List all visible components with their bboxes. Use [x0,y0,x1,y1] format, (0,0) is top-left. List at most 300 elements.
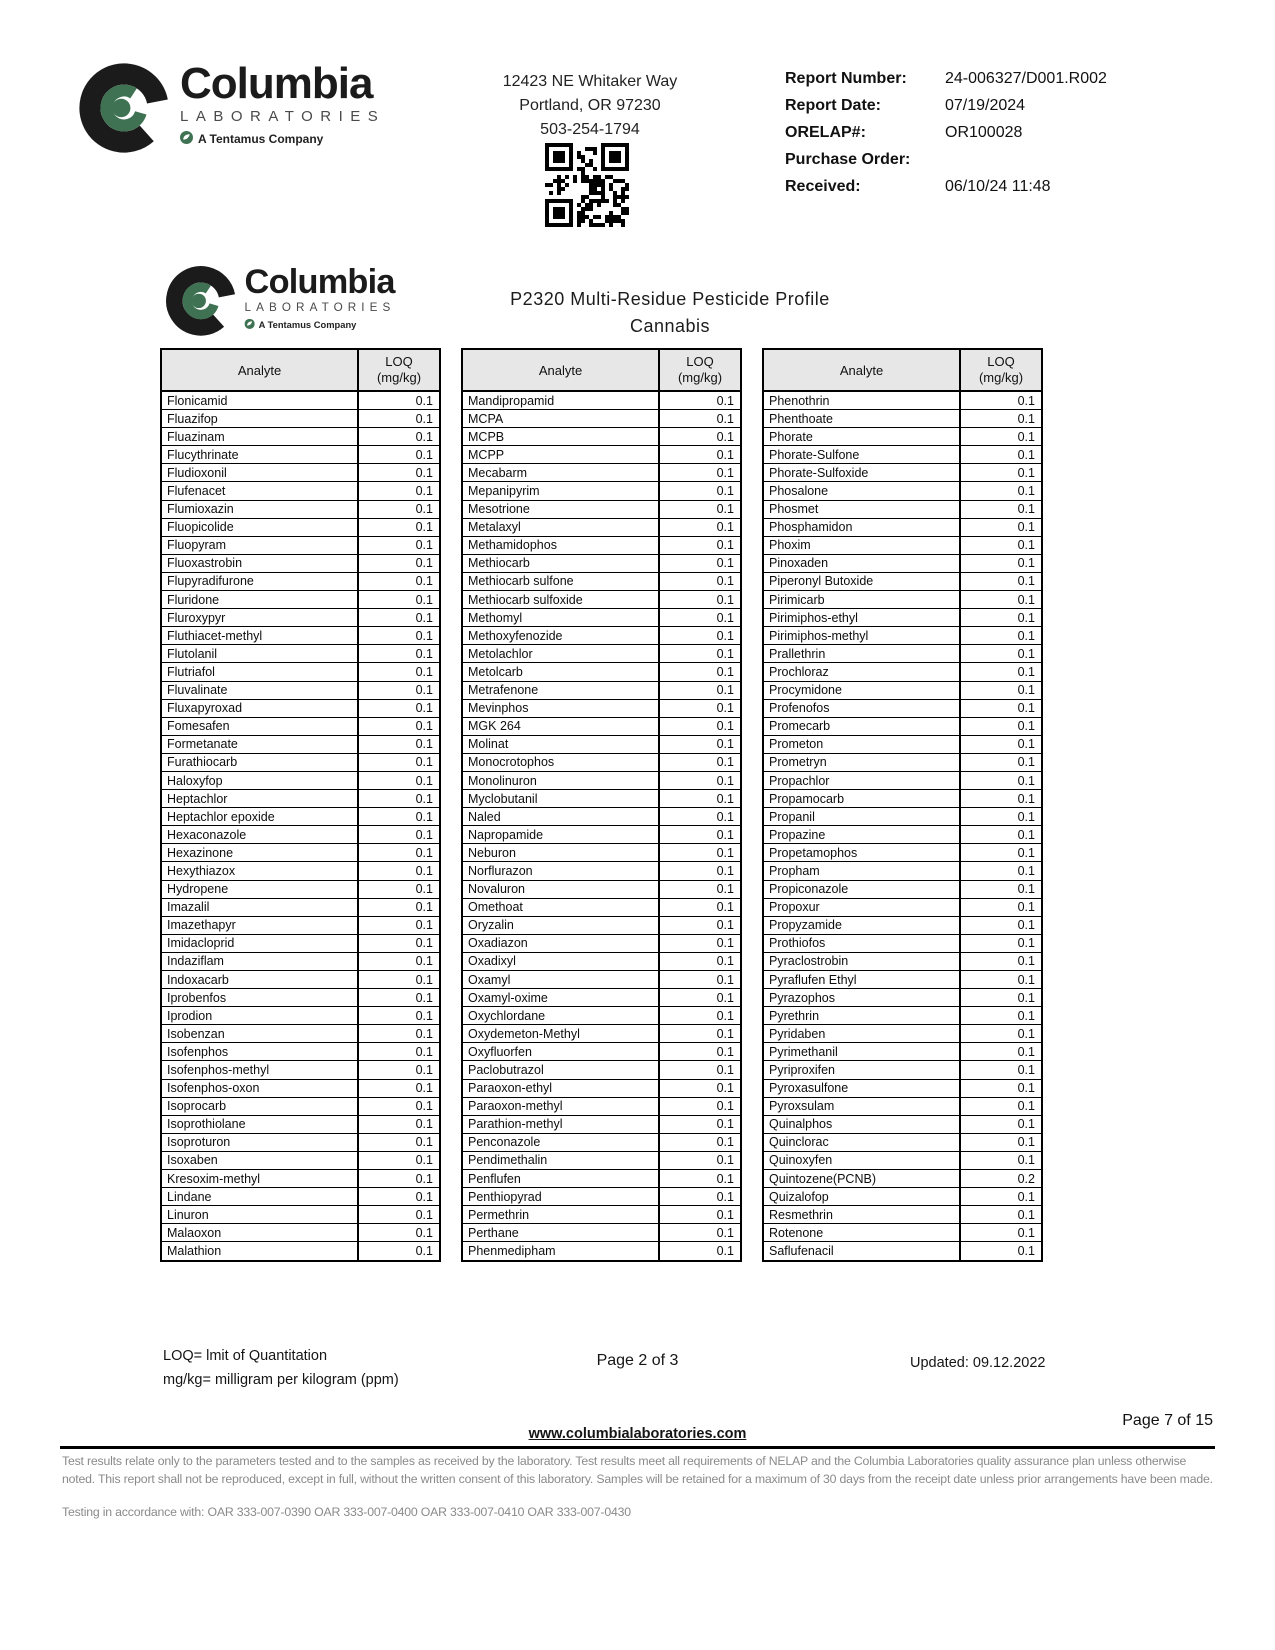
columbia-logo-icon [78,62,170,159]
loq-cell: 0.1 [415,863,433,878]
loq-cell: 0.1 [1017,592,1035,607]
loq-cell: 0.1 [716,954,734,969]
field-label: Report Date: [785,97,882,114]
table-row [764,1025,1041,1043]
analyte-cell: Flutriafol [162,663,359,680]
analyte-cell: Napropamide [463,826,660,843]
loq-cell: 0.1 [1017,610,1035,625]
analyte-cell: Propiconazole [764,881,961,898]
table-row [764,1188,1041,1206]
table-row [162,446,439,464]
loq-cell: 0.1 [415,755,433,770]
analyte-cell: Omethoat [463,899,660,916]
loq-cell: 0.1 [415,502,433,517]
table-row [162,1206,439,1224]
loq-cell: 0.1 [415,1099,433,1114]
brand-sub: LABORATORIES [180,108,386,125]
table-row [463,881,740,899]
loq-header-line1: LOQ [385,354,413,370]
analyte-cell: Quintozene(PCNB) [764,1170,961,1187]
analyte-cell: Methomyl [463,609,660,626]
field-label: ORELAP#: [785,124,866,141]
analyte-cell: Quinclorac [764,1134,961,1151]
analyte-cell: Flumioxazin [162,501,359,518]
loq-cell: 0.1 [415,1153,433,1168]
loq-cell: 0.1 [716,773,734,788]
table-row [162,501,439,519]
table-row [463,501,740,519]
loq-cell: 0.1 [1017,1026,1035,1041]
loq-cell: 0.1 [1017,411,1035,426]
loq-cell: 0.1 [415,520,433,535]
brand-tagline: A Tentamus Company [258,319,357,331]
analyte-cell: Parathion-methyl [463,1116,660,1133]
analyte-cell: Methoxyfenozide [463,627,660,644]
table-header [764,350,1041,392]
analyte-cell: Pirimiphos-methyl [764,627,961,644]
analyte-cell: Metalaxyl [463,519,660,536]
table-row [764,555,1041,573]
loq-cell: 0.1 [1017,954,1035,969]
table-row [463,772,740,790]
table-row [463,1170,740,1188]
table-row [162,682,439,700]
pesticide-table-2 [461,348,742,1262]
analyte-cell: Mecabarm [463,464,660,481]
table-row [764,953,1041,971]
updated-date: Updated: 09.12.2022 [910,1355,1046,1371]
loq-cell: 0.1 [415,719,433,734]
loq-header-line2: (mg/kg) [677,370,723,385]
loq-cell: 0.1 [415,900,433,915]
report-field [785,124,1107,142]
field-value: 24-006327/D001.R002 [945,70,1107,87]
loq-cell: 0.1 [716,737,734,752]
loq-cell: 0.1 [1017,773,1035,788]
table-row [463,446,740,464]
loq-cell: 0.1 [716,574,734,589]
table-row [463,1080,740,1098]
analyte-cell: Pinoxaden [764,555,961,572]
table-row [162,1061,439,1079]
loq-cell: 0.1 [716,411,734,426]
table-row [162,989,439,1007]
loq-cell: 0.1 [415,393,433,408]
table-row [162,645,439,663]
table-row [463,1224,740,1242]
analyte-cell: Malaoxon [162,1224,359,1241]
table-row [463,573,740,591]
table-row [162,953,439,971]
table-row [764,917,1041,935]
table-row [764,609,1041,627]
table-row [764,682,1041,700]
loq-cell: 0.1 [716,447,734,462]
loq-cell: 0.1 [415,1026,433,1041]
analyte-cell: Oxamyl-oxime [463,989,660,1006]
analyte-header: Analyte [463,350,660,390]
loq-cell: 0.1 [1017,1153,1035,1168]
analyte-cell: Fluvalinate [162,682,359,699]
table-row [764,1134,1041,1152]
loq-note: LOQ= lmit of Quantitation [163,1348,328,1364]
table-row [162,808,439,826]
analyte-cell: Propetamophos [764,844,961,861]
loq-cell: 0.1 [716,610,734,625]
loq-cell: 0.1 [415,1135,433,1150]
table-row [162,917,439,935]
analyte-cell: Flutolanil [162,645,359,662]
analyte-cell: Fluopyram [162,537,359,554]
analyte-cell: Methiocarb [463,555,660,572]
loq-cell: 0.2 [1017,1171,1035,1186]
table-row [764,1098,1041,1116]
loq-cell: 0.1 [716,502,734,517]
address-line: Portland, OR 97230 [519,97,661,114]
table-row [162,1043,439,1061]
address-line: 12423 NE Whitaker Way [502,73,678,90]
table-row [463,591,740,609]
analyte-cell: Hexythiazox [162,862,359,879]
analyte-cell: Phorate [764,428,961,445]
table-row [162,700,439,718]
field-label: Purchase Order: [785,151,911,168]
table-row [764,718,1041,736]
table-row [764,1116,1041,1134]
table-row [463,790,740,808]
analyte-cell: Flonicamid [162,392,359,409]
table-row [764,808,1041,826]
analyte-cell: MGK 264 [463,718,660,735]
table-row [162,1152,439,1170]
table-row [764,700,1041,718]
page-number-right: Page 7 of 15 [1122,1412,1213,1429]
table-row [764,971,1041,989]
table-row [162,428,439,446]
loq-cell: 0.1 [716,791,734,806]
table-row [162,736,439,754]
loq-cell: 0.1 [1017,827,1035,842]
table-row [764,1206,1041,1224]
analyte-cell: Flufenacet [162,482,359,499]
table-row [764,428,1041,446]
loq-cell: 0.1 [716,683,734,698]
analyte-cell: Imazalil [162,899,359,916]
analyte-cell: Metrafenone [463,682,660,699]
loq-cell: 0.1 [716,393,734,408]
loq-cell: 0.1 [415,484,433,499]
analyte-cell: Propham [764,862,961,879]
analyte-cell: Isofenphos [162,1043,359,1060]
table-row [463,537,740,555]
analyte-cell: Phorate-Sulfoxide [764,464,961,481]
table-row [764,754,1041,772]
loq-cell: 0.1 [1017,845,1035,860]
loq-cell: 0.1 [1017,1008,1035,1023]
loq-cell: 0.1 [1017,791,1035,806]
table-row [463,1116,740,1134]
table-row [162,410,439,428]
table-row [463,989,740,1007]
table-row [162,718,439,736]
table-row [764,826,1041,844]
table-row [764,1080,1041,1098]
leaf-icon [245,319,255,331]
brand-sub: LABORATORIES [244,300,396,315]
loq-cell: 0.1 [716,936,734,951]
analyte-cell: Fluridone [162,591,359,608]
table-row [463,555,740,573]
analyte-cell: Pirimiphos-ethyl [764,609,961,626]
qr-code [545,143,629,227]
analyte-cell: Fluopicolide [162,519,359,536]
loq-cell: 0.1 [716,1171,734,1186]
loq-header [359,350,439,390]
analyte-cell: Quizalofop [764,1188,961,1205]
analyte-cell: Imidacloprid [162,935,359,952]
table-row [463,935,740,953]
title-line1: P2320 Multi-Residue Pesticide Profile [510,289,830,309]
loq-cell: 0.1 [716,1081,734,1096]
loq-cell: 0.1 [716,1207,734,1222]
brand-tagline: A Tentamus Company [198,132,324,146]
columbia-logo-small [165,262,396,341]
table-row [463,392,740,410]
table-row [463,718,740,736]
analyte-cell: Lindane [162,1188,359,1205]
table-row [463,609,740,627]
table-row [764,1007,1041,1025]
table-row [764,989,1041,1007]
analyte-cell: Pyraflufen Ethyl [764,971,961,988]
loq-cell: 0.1 [1017,809,1035,824]
loq-cell: 0.1 [1017,556,1035,571]
table-row [463,1188,740,1206]
analyte-cell: Isofenphos-methyl [162,1061,359,1078]
table-row [463,1043,740,1061]
analyte-cell: Pyrethrin [764,1007,961,1024]
analyte-cell: Pyroxsulam [764,1098,961,1115]
table-row [162,935,439,953]
analyte-cell: Metolachlor [463,645,660,662]
table-row [162,1242,439,1259]
table-row [162,392,439,410]
loq-cell: 0.1 [1017,520,1035,535]
table-row [463,1061,740,1079]
loq-header-line2: (mg/kg) [978,370,1024,385]
table-row [463,700,740,718]
table-row [463,899,740,917]
columbia-logo-icon [165,265,237,341]
analyte-cell: Mandipropamid [463,392,660,409]
table-row [162,971,439,989]
analyte-cell: Methamidophos [463,537,660,554]
loq-cell: 0.1 [1017,972,1035,987]
analyte-cell: Phosphamidon [764,519,961,536]
analyte-cell: Indoxacarb [162,971,359,988]
analyte-cell: Methiocarb sulfone [463,573,660,590]
analyte-cell: Penconazole [463,1134,660,1151]
table-row [764,844,1041,862]
loq-cell: 0.1 [1017,863,1035,878]
analyte-cell: Novaluron [463,881,660,898]
analyte-cell: Pyraclostrobin [764,953,961,970]
loq-cell: 0.1 [415,465,433,480]
analyte-cell: Resmethrin [764,1206,961,1223]
loq-cell: 0.1 [1017,574,1035,589]
loq-cell: 0.1 [716,1135,734,1150]
table-row [463,754,740,772]
analyte-cell: Fluxapyroxad [162,700,359,717]
table-row [463,1025,740,1043]
field-value: 07/19/2024 [945,97,1026,114]
table-row [463,645,740,663]
analyte-cell: Prochloraz [764,663,961,680]
loq-cell: 0.1 [415,628,433,643]
analyte-cell: Iprobenfos [162,989,359,1006]
loq-cell: 0.1 [1017,1135,1035,1150]
loq-cell: 0.1 [415,683,433,698]
analyte-cell: Iprodion [162,1007,359,1024]
loq-cell: 0.1 [415,882,433,897]
table-row [162,537,439,555]
loq-cell: 0.1 [716,701,734,716]
analyte-cell: Methiocarb sulfoxide [463,591,660,608]
table-row [463,627,740,645]
analyte-cell: Oxydemeton-Methyl [463,1025,660,1042]
analyte-cell: Promecarb [764,718,961,735]
report-field [785,97,1107,115]
analyte-cell: Phosalone [764,482,961,499]
table-row [463,736,740,754]
loq-cell: 0.1 [415,1081,433,1096]
analyte-cell: Phosmet [764,501,961,518]
loq-cell: 0.1 [716,1225,734,1240]
table-row [764,899,1041,917]
table-row [162,790,439,808]
table-row [764,1170,1041,1188]
pesticide-table-3 [762,348,1043,1262]
analyte-cell: Isobenzan [162,1025,359,1042]
analyte-cell: Hydropene [162,881,359,898]
table-row [162,482,439,500]
analyte-cell: Fluazinam [162,428,359,445]
accordance-text: Testing in accordance with: OAR 333-007-0390 OAR 333-007-0400 OAR 333-007-0410 OAR 333-007-0430 [62,1505,631,1519]
loq-cell: 0.1 [1017,683,1035,698]
analyte-cell: Naled [463,808,660,825]
table-row [463,1206,740,1224]
loq-cell: 0.1 [1017,502,1035,517]
loq-cell: 0.1 [716,664,734,679]
report-info [785,70,1107,205]
mgkg-note: mg/kg= milligram per kilogram (ppm) [163,1371,399,1388]
table-row [764,790,1041,808]
table-row [162,663,439,681]
loq-cell: 0.1 [1017,1243,1035,1258]
analyte-cell: Pyrimethanil [764,1043,961,1060]
title-line2: Cannabis [629,316,711,336]
loq-cell: 0.1 [1017,737,1035,752]
table-row [764,501,1041,519]
pesticide-table-1 [160,348,441,1262]
loq-cell: 0.1 [716,882,734,897]
analyte-cell: Flucythrinate [162,446,359,463]
loq-header-line2: (mg/kg) [376,370,422,385]
table-row [764,446,1041,464]
table-row [764,736,1041,754]
loq-cell: 0.1 [415,1044,433,1059]
table-row [162,754,439,772]
loq-cell: 0.1 [1017,1099,1035,1114]
table-row [764,464,1041,482]
analyte-cell: Fluazifop [162,410,359,427]
analyte-cell: Pyrazophos [764,989,961,1006]
loq-cell: 0.1 [1017,1063,1035,1078]
loq-cell: 0.1 [1017,393,1035,408]
analyte-cell: Isoprocarb [162,1098,359,1115]
table-row [463,971,740,989]
analyte-cell: Profenofos [764,700,961,717]
analyte-cell: Perthane [463,1224,660,1241]
loq-cell: 0.1 [716,484,734,499]
document-title [430,286,910,340]
table-row [162,844,439,862]
analyte-cell: Fomesafen [162,718,359,735]
analyte-cell: Penflufen [463,1170,660,1187]
analyte-header: Analyte [764,350,961,390]
table-row [162,1080,439,1098]
loq-cell: 0.1 [716,863,734,878]
loq-header [660,350,740,390]
table-row [764,935,1041,953]
loq-cell: 0.1 [415,664,433,679]
analyte-cell: Isofenphos-oxon [162,1080,359,1097]
loq-cell: 0.1 [415,429,433,444]
loq-cell: 0.1 [415,1008,433,1023]
table-header [463,350,740,392]
loq-cell: 0.1 [716,520,734,535]
analyte-header: Analyte [162,350,359,390]
table-row [764,881,1041,899]
lab-address [420,70,760,142]
analyte-cell: Pyriproxifen [764,1061,961,1078]
table-row [463,464,740,482]
table-row [463,1242,740,1259]
loq-header-line1: LOQ [987,354,1015,370]
analyte-cell: Fludioxonil [162,464,359,481]
analyte-cell: Oxychlordane [463,1007,660,1024]
table-row [463,808,740,826]
table-row [162,627,439,645]
table-row [463,410,740,428]
analyte-cell: Oxyfluorfen [463,1043,660,1060]
loq-cell: 0.1 [1017,1081,1035,1096]
loq-cell: 0.1 [716,900,734,915]
analyte-cell: Oxadixyl [463,953,660,970]
table-row [162,573,439,591]
loq-cell: 0.1 [716,719,734,734]
analyte-cell: Phenthoate [764,410,961,427]
table-row [764,627,1041,645]
table-row [764,482,1041,500]
loq-cell: 0.1 [415,447,433,462]
loq-cell: 0.1 [716,972,734,987]
analyte-cell: Pyroxasulfone [764,1080,961,1097]
table-row [162,772,439,790]
analyte-cell: Haloxyfop [162,772,359,789]
loq-cell: 0.1 [716,755,734,770]
loq-cell: 0.1 [415,701,433,716]
